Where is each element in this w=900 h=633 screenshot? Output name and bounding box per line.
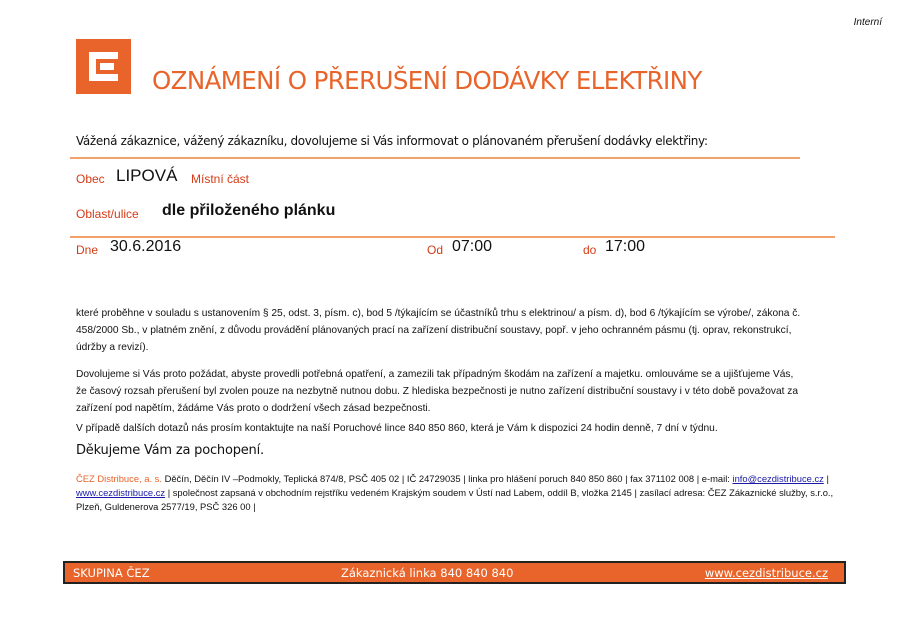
bottom-bar xyxy=(63,561,846,584)
do-label: do xyxy=(583,243,597,257)
web-link[interactable]: www.cezdistribuce.cz xyxy=(76,487,166,498)
hotline-label: Zákaznická linka 840 840 840 xyxy=(340,565,514,580)
mistni-cast-label: Místní část xyxy=(191,172,250,186)
group-label: SKUPINA ČEZ xyxy=(73,565,150,580)
intro-text: Vážená zákaznice, vážený zákazníku, dovolujeme si Vás informovat o plánovaném přerušení dodávky elektřiny: xyxy=(76,134,708,148)
od-value: 07:00 xyxy=(452,238,493,255)
do-value: 17:00 xyxy=(605,238,646,255)
company-info xyxy=(76,472,836,514)
dne-label: Dne xyxy=(76,243,99,257)
thanks-text: Děkujeme Vám za pochopení. xyxy=(76,443,264,458)
email-link[interactable]: info@cezdistribuce.cz xyxy=(732,473,824,484)
bottom-web-link[interactable]: www.cezdistribuce.cz xyxy=(704,565,828,580)
dne-value: 30.6.2016 xyxy=(110,238,182,255)
obec-label: Obec xyxy=(76,172,105,186)
oblast-label: Oblast/ulice xyxy=(76,207,139,221)
obec-value: LIPOVÁ xyxy=(116,166,178,185)
page-title: OZNÁMENÍ O PŘERUŠENÍ DODÁVKY ELEKTŘINY xyxy=(152,66,702,95)
legal-paragraph: které proběhne v souladu s ustanovením § 25, odst. 3, písm. c), bod 5 /týkajícím se účastníků trhu s elektrinou/ a písm. d), bod 6 /týkajícím se výrobe/, zákona č. 458/2000 Sb., v platném znění, z důvodu provádění plánovaných prací na zařízení distribuční soustavy, popř. v jeho ochranném pásmu (tj. oprav, rekonstrukcí, údržby a revizí). xyxy=(76,308,801,353)
classification-label: Interní xyxy=(853,17,882,28)
registry-text: | společnost zapsaná v obchodním rejstříku vedeném Krajským soudem v Ústí nad Labem, oddíl B, vložka 2145 | zasílací adresa: ČEZ Zákaznické služby, s.r.o., Plzeň, Guldenerova 2577/19, PSČ 326 00 | xyxy=(76,487,834,512)
od-label: Od xyxy=(427,243,444,257)
divider xyxy=(70,157,800,159)
company-address: Děčín, Děčín IV –Podmokly, Teplická 874/8, PSČ 405 02 | IČ 24729035 | linka pro hlášení poruch 840 850 860 | fax 371102 008 | e-mail: xyxy=(164,473,730,484)
company-name: ČEZ Distribuce, a. s. xyxy=(76,473,162,484)
contact-paragraph: V případě dalších dotazů nás prosím kontaktujte na naší Poruchové lince 840 850 860, která je Vám k dispozici 24 hodin denně, 7 dní v týdnu. xyxy=(76,423,718,434)
safety-paragraph: Dovolujeme si Vás proto požádat, abyste provedli potřebná opatření, a zamezili tak případným škodám na zařízení a majetku. omlouváme se a ujišťujeme Vás, že časový rozsah přerušení byl zvolen pouze na nezbytně nutnou dobu. Z hlediska bezpečnosti je nutno zařízení distribuční soustavy i v této době považovat za zařízení pod napětím, žádáme Vás proto o dodržení všech zásad bezpečnosti. xyxy=(76,369,799,414)
separator: | xyxy=(826,473,829,484)
oblast-value: dle přiloženého plánku xyxy=(162,202,336,219)
cez-logo-icon xyxy=(76,39,131,94)
